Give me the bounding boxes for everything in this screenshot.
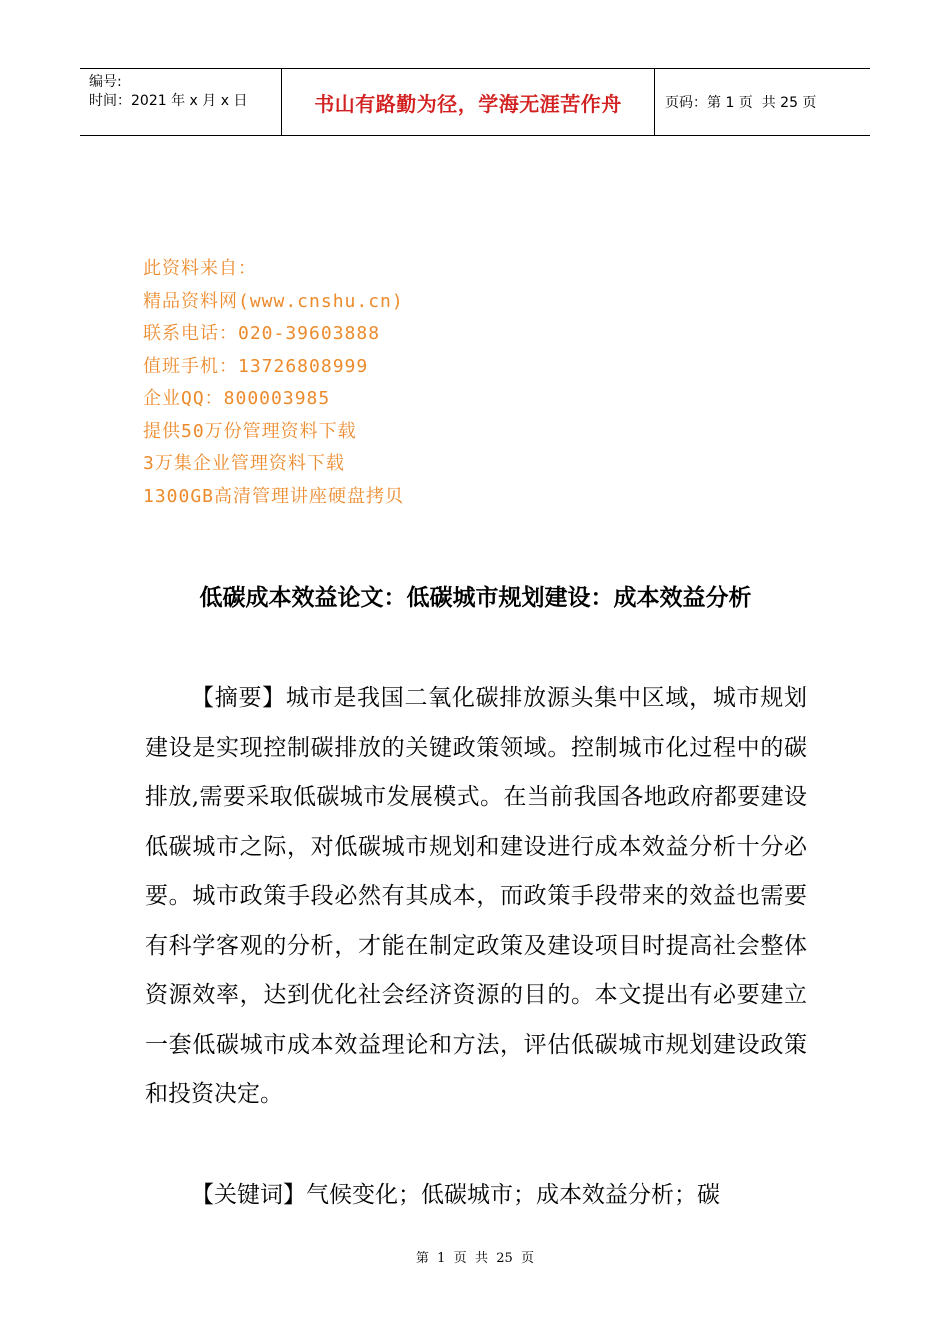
article-title: 低碳成本效益论文：低碳城市规划建设：成本效益分析 (199, 584, 752, 611)
keywords-paragraph: 【关键词】气候变化；低碳城市；成本效益分析；碳 (191, 1182, 720, 1208)
abstract-paragraph: 【摘要】城市是我国二氧化碳排放源头集中区域，城市规划建设是实现控制碳排放的关键政策领域。控制城市化过程中的碳排放,需要采取低碳城市发展模式。在当前我国各地政府都要建设低碳城市之际，对低碳城市规划和建设进行成本效益分析十分必要。城市政策手段必然有其成本，而政策手段带来的效益也需要有科学客观的分析，才能在制定政策及建设项目时提高社会整体资源效率，达到优化社会经济资源的目的。本文提出有必要建立一套低碳城市成本效益理论和方法，评估低碳城市规划建设政策和投资决定。 (145, 685, 807, 1107)
source-line: 精品资料网(www.cnshu.cn) (143, 290, 404, 312)
source-line: 值班手机：13726808999 (143, 355, 369, 377)
page-footer: 第 1 页 共 25 页 (415, 1251, 535, 1266)
source-line: 3万集企业管理资料下载 (143, 453, 345, 474)
header-meta-cell (80, 69, 282, 135)
source-line: 此资料来自： (143, 258, 257, 279)
header-page-info: 页码：第 1 页 共 25 页 (665, 95, 817, 111)
source-line: 提供50万份管理资料下载 (143, 420, 357, 442)
page-header (80, 68, 870, 136)
document-time-label: 时间：2021 年 x 月 x 日 (89, 93, 248, 109)
source-line: 1300GB高清管理讲座硬盘拷贝 (143, 485, 405, 507)
source-line: 企业QQ：800003985 (143, 388, 331, 409)
source-info-block (143, 253, 404, 513)
header-page-info-cell (655, 69, 870, 135)
source-line: 联系电话：020-39603888 (143, 323, 381, 344)
header-motto: 书山有路勤为径，学海无涯苦作舟 (282, 69, 655, 135)
document-number-label: 编号: (89, 74, 122, 90)
